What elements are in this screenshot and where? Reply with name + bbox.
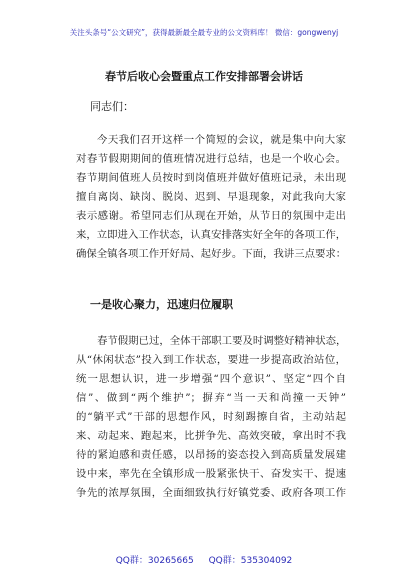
paragraph-line: 对春节假期期间的值班情况进行总结，也是一个收心会。 xyxy=(76,153,346,165)
paragraph-line: 表示感谢。希望同志们从现在开始，从节日的氛围中走出 xyxy=(76,210,346,222)
paragraph-line: 待的紧迫感和责任感，以昂扬的姿态投入到高质量发展建 xyxy=(76,449,346,461)
paragraph-line: 的“躺平式”干部的思想作风，时刻踢擦自省，主动站起 xyxy=(76,411,346,423)
page-title: 春节后收心会暨重点工作安排部署会讲话 xyxy=(105,70,303,83)
paragraph-line: 春节期间值班人员按时到岗值班并做好值班记录，未出现 xyxy=(76,172,346,184)
paragraph-line: 今天我们召开这样一个简短的会议，就是集中向大家 xyxy=(97,134,346,146)
paragraph-line: 信”、做到“两个维护”；摒弃“当一天和尚撞一天钟” xyxy=(76,392,346,404)
salutation: 同志们： xyxy=(90,100,134,113)
paragraph-line: 争先的浓厚氛围，全面细致执行好镇党委、政府各项工作 xyxy=(76,487,346,499)
section-heading: 一是收心聚力，迅速归位履职 xyxy=(90,298,233,311)
paragraph-line: 统一思想认识，进一步增强“四个意识”、坚定“四个自 xyxy=(76,373,346,385)
paragraph-section1 xyxy=(76,332,346,503)
footer-contact xyxy=(0,553,408,566)
paragraph-line: 从“休闲状态”投入到工作状态，要进一步提高政治站位， xyxy=(76,354,346,366)
header-promo: 关注头条号“公文研究”，获得最新最全最专业的公文资料库！ 微信：gongwenyj xyxy=(69,28,339,37)
paragraph-line: 春节假期已过，全体干部职工要及时调整好精神状态， xyxy=(97,335,346,347)
paragraph-intro xyxy=(76,131,346,264)
paragraph-line: 来，立即进入工作状态，认真安排落实好全年的各项工作， xyxy=(76,229,346,241)
paragraph-line: 擅自离岗、缺岗、脱岗、迟到、早退现象，对此我向大家 xyxy=(76,191,346,203)
footer-qq-group-1: QQ群：30265665 xyxy=(115,556,194,566)
paragraph-line: 来、动起来、跑起来，比拼争先、高效突破，拿出时不我 xyxy=(76,430,346,442)
footer-qq-group-2: QQ群：535304092 xyxy=(208,556,293,566)
paragraph-line: 设中来，率先在全镇形成一股紧张快干、奋发实干、提速 xyxy=(76,468,346,480)
paragraph-line: 确保全镇各项工作开好局、起好步。下面，我讲三点要求： xyxy=(76,248,346,260)
